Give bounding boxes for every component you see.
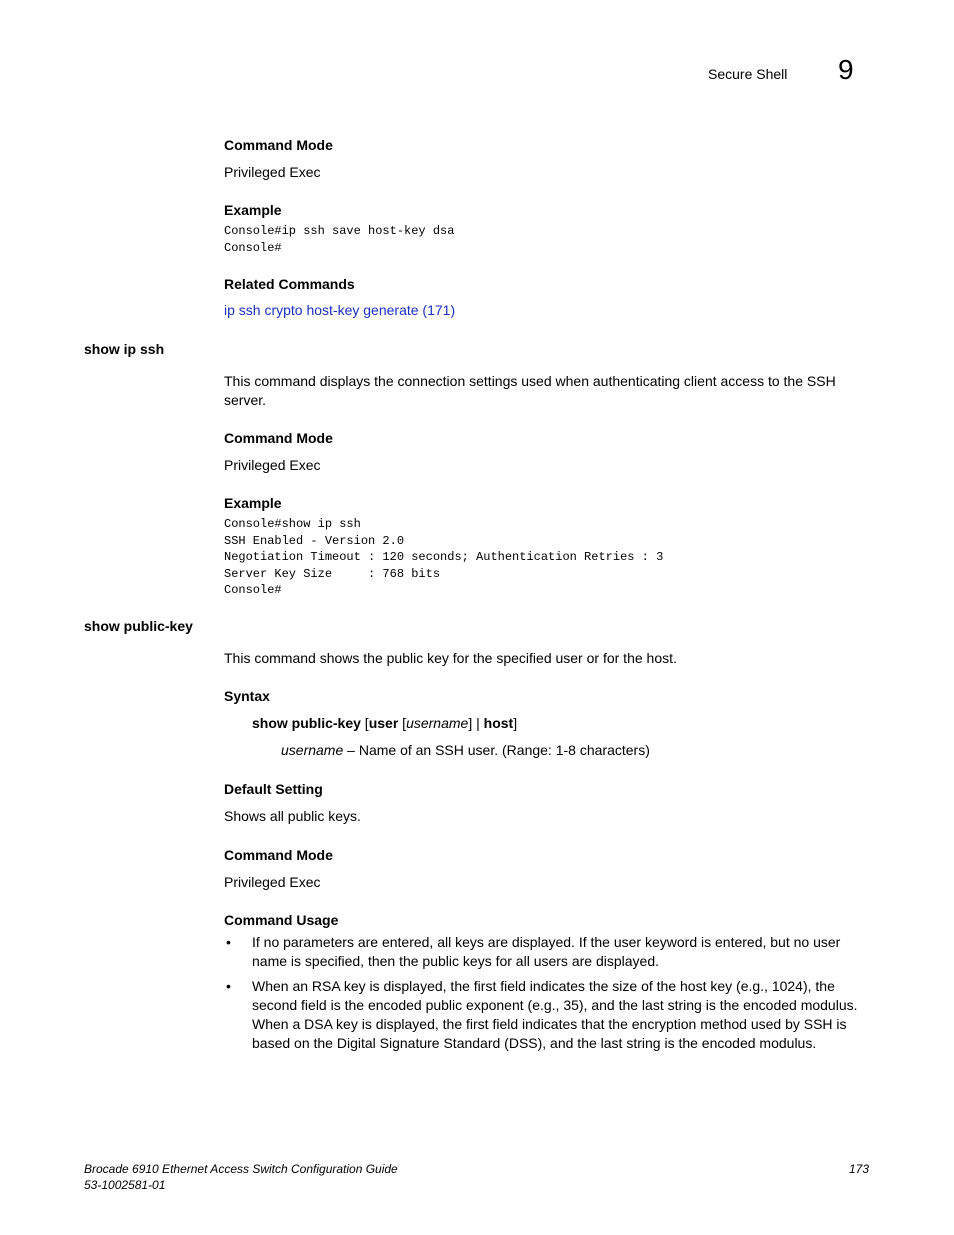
parameter-text: – Name of an SSH user. (Range: 1-8 characters) — [343, 742, 650, 758]
syntax-host-keyword: host — [483, 715, 514, 731]
footer-doc-number: 53-1002581-01 — [84, 1178, 166, 1192]
related-command-link[interactable]: ip ssh crypto host-key generate (171) — [224, 302, 456, 318]
example-code: Console#ip ssh save host-key dsa Console# — [224, 224, 455, 255]
default-setting-value: Shows all public keys. — [224, 808, 361, 824]
bullet-icon: • — [226, 934, 231, 950]
command-usage-heading: Command Usage — [224, 912, 339, 928]
syntax-line — [252, 714, 517, 733]
syntax-bracket: ] | — [468, 715, 484, 731]
list-item — [224, 933, 868, 971]
chapter-number: 9 — [838, 54, 854, 85]
parameter-description — [281, 741, 650, 760]
list-item-text: If no parameters are entered, all keys are displayed. If the user keyword is entered, but no user name is specified, then the public keys for all users are displayed. — [252, 934, 841, 969]
syntax-user-keyword: user — [368, 715, 399, 731]
syntax-heading: Syntax — [224, 688, 270, 704]
command-mode-value: Privileged Exec — [224, 164, 321, 180]
list-item — [224, 977, 868, 1053]
example-heading: Example — [224, 202, 282, 218]
related-commands-heading: Related Commands — [224, 276, 355, 292]
command-mode-heading: Command Mode — [224, 847, 333, 863]
footer-page-number: 173 — [849, 1162, 870, 1176]
show-public-key-description: This command shows the public key for the specified user or for the host. — [224, 650, 677, 666]
command-mode-heading: Command Mode — [224, 137, 333, 153]
section-title-show-ip-ssh: show ip ssh — [84, 341, 165, 357]
bullet-icon: • — [226, 978, 231, 994]
syntax-bracket: ] — [513, 715, 518, 731]
command-mode-value: Privileged Exec — [224, 874, 321, 890]
command-mode-heading: Command Mode — [224, 430, 333, 446]
default-setting-heading: Default Setting — [224, 781, 323, 797]
example-code: Console#show ip ssh SSH Enabled - Version 2.0 Negotiation Timeout : 120 seconds; Authentication Retries : 3 Server Key Size : 768 bits Console# — [224, 517, 664, 597]
command-usage-list — [224, 933, 868, 1059]
list-item-text: When an RSA key is displayed, the first field indicates the size of the host key (e.g., 1024), the second field is the encoded public exponent (e.g., 35), and the last string is the encoded modulus. When a DSA key is displayed, the first field indicates that the encryption method used by SSH is based on the Digital Signature Standard (DSS), and the last string is the encoded modulus. — [252, 978, 858, 1051]
footer-guide-title: Brocade 6910 Ethernet Access Switch Configuration Guide — [84, 1162, 398, 1176]
syntax-command: show public-key — [252, 715, 361, 731]
syntax-username-param: username — [406, 715, 469, 731]
show-ip-ssh-description: This command displays the connection settings used when authenticating client access to the SSH server. — [224, 373, 836, 408]
example-heading: Example — [224, 495, 282, 511]
syntax-bracket: [ — [398, 715, 407, 731]
syntax-bracket: [ — [360, 715, 369, 731]
running-header-title: Secure Shell — [708, 66, 788, 82]
parameter-name: username — [281, 742, 344, 758]
command-mode-value: Privileged Exec — [224, 457, 321, 473]
section-title-show-public-key: show public-key — [84, 618, 193, 634]
